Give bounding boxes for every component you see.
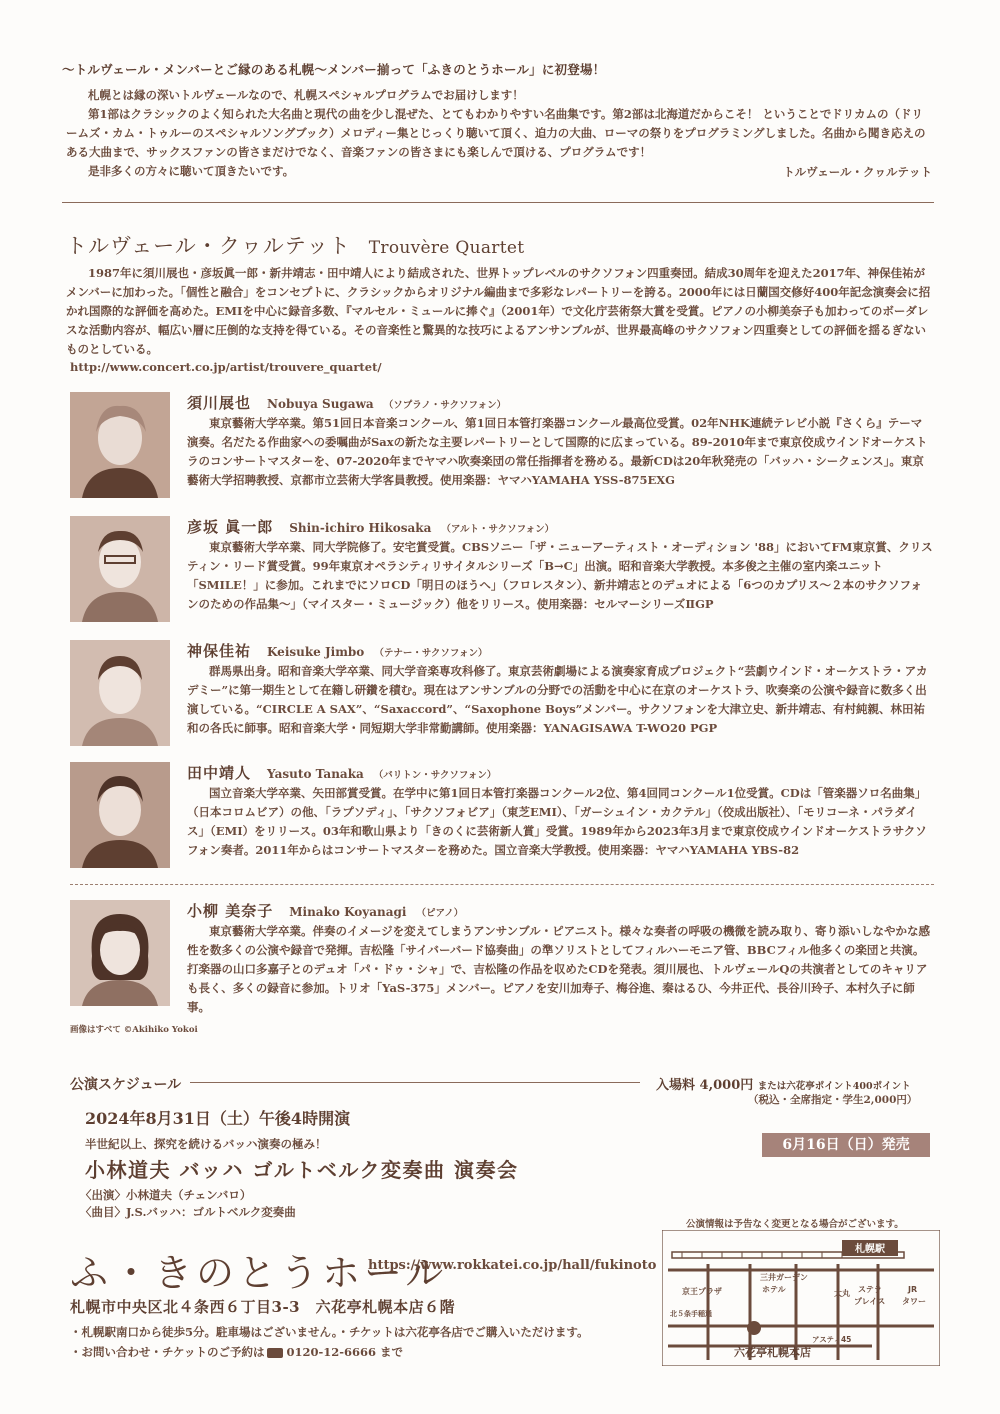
member-role: （ピアノ） <box>416 908 464 919</box>
photo-credit: 画像はすべて ©Akihiko Yokoi <box>70 1025 198 1035</box>
divider <box>62 202 934 203</box>
intro-paragraph: 第1部はクラシックのよく知られた大名曲と現代の曲を少し混ぜた、とてもわかりやすい名曲集です。第2部は北海道だからこそ！ ということでドリカムの（ドリームズ・カム・トゥルーのスペシャルソングブック）メロディー集とじっくり聴いて頂く、迫力の大曲、ローマの祭りをプログラミングしました。名曲から聞き応えのある大曲まで、サックスファンの皆さまだけでなく、音楽ファンの皆さまにも楽しんで頂ける、プログラムです！ <box>66 107 926 159</box>
member-photo <box>70 762 170 868</box>
quartet-bio-text: 1987年に須川展也・彦坂眞一郎・新井靖志・田中靖人により結成された、世界トップレベルのサクソフォン四重奏団。結成30周年を迎えた2017年、神保佳祐がメンバーに加わった。「個性と融合」をコンセプトに、クラシックからオリジナル編曲まで多彩なレパートリーを誇る。2000年には日蘭国交修好400年記念演奏会に招かれ国際的な評価を高めた。EMIを中心に録音多数、『マルセル・ミュールに捧ぐ』（2001年）で文化庁芸術祭大賞を受賞。ピアノの小柳美奈子も加わってのボーダレスな活動内容が、幅広い層に圧倒的な支持を得ている。その音楽性と驚異的な技巧によるアンサンブルが、世界最高峰のサクソフォン四重奏としての評価を揺るぎないものとしている。 <box>66 266 931 356</box>
quartet-url[interactable]: http://www.concert.co.jp/artist/trouvere_quartet/ <box>70 360 382 374</box>
free-dial-icon <box>267 1348 283 1358</box>
member-heading <box>187 762 496 783</box>
quartet-title-jp: トルヴェール・クヮルテット <box>66 234 351 258</box>
map-station: 札幌駅 <box>855 1244 885 1255</box>
map-daimaru: 大丸 <box>834 1289 850 1298</box>
performer: 〈出演〉小林道夫（チェンバロ） <box>80 1188 252 1202</box>
concert-catchphrase: 半世紀以上、探究を続けるバッハ演奏の極み！ <box>85 1137 327 1151</box>
member-bio: 東京藝術大学卒業。伴奏のイメージを変えてしまうアンサンブル・ピアニスト。様々な奏者の呼吸の機微を読み取り、寄り添いしなやかな感性を数多くの公演や録音で発揮。吉松隆「サイバーバード協奏曲」の準ソリストとしてフィルハーモニア管、BBCフィル他多くの楽団と共演。打楽器の山口多嘉子とのデュオ「パ・ドゥ・シャ」で、吉松隆の作品を収めたCDを発表。須川展也、トルヴェールQの共演者としてのキャリアも長く、多くの録音に参加。トリオ「YaS-375」メンバー。ピアノを安川加寿子、梅谷進、秦はるひ、今井正代、長谷川玲子、本村久子に師事。 <box>187 924 931 1014</box>
member-name-en: Nobuya Sugawa <box>267 397 374 411</box>
member-heading <box>187 516 554 537</box>
hall-logo: ふ・きのとうホール <box>70 1251 448 1295</box>
member-photo <box>70 900 170 1006</box>
hall-url[interactable]: https://www.rokkatei.co.jp/hall/fukinoto <box>368 1258 657 1273</box>
quartet-title-en: Trouvère Quartet <box>368 238 525 258</box>
on-sale-badge: 6月16日（日）発売 <box>762 1133 930 1157</box>
member-role: （バリトン・サクソフォン） <box>373 770 497 781</box>
member-name: 神保佳祐 <box>187 642 252 660</box>
member-name: 田中靖人 <box>187 764 252 782</box>
venue-marker <box>747 1321 761 1335</box>
member-name: 小柳 美奈子 <box>187 902 274 920</box>
contact-prefix: ・お問い合わせ・チケットのご予約は <box>70 1345 265 1359</box>
map-keio: 京王プラザ <box>682 1287 722 1296</box>
member-name: 須川展也 <box>187 394 252 412</box>
ticket-price <box>656 1074 911 1093</box>
intro-paragraph: 是非多くの方々に聴いて頂きたいです。 <box>88 164 295 178</box>
member-heading <box>187 640 487 661</box>
map-mitsui-1: 三井ガーデン <box>760 1273 808 1282</box>
member-heading <box>187 392 506 413</box>
price-main: 入場料 4,000円 <box>656 1078 754 1093</box>
map-rokkatei: 六花亭札幌本店 <box>734 1346 811 1359</box>
member-bio: 東京藝術大学卒業、同大学院修了。安宅賞受賞。CBSソニー「ザ・ニューアーティスト・オーディション '88」においてFM東京賞、クリスティン・リード賞受賞。99年東京オペラシティリサイタルシリーズ「B→C」出演。昭和音楽大学教授。本多俊之主催の室内楽ユニット「SMILE！」に参加。これまでにソロCD「明日のほうへ」（フロレスタン）、新井靖志とのデュオによる「6つのカプリス〜２本のサクソフォンのための作品集〜」（マイスター・ミュージック）他をリリース。使用楽器：セルマーシリーズⅡGP <box>187 540 933 611</box>
map-aspia: アスティ45 <box>812 1335 852 1344</box>
member-name-en: Minako Koyanagi <box>289 905 407 919</box>
contact-info <box>70 1342 588 1362</box>
map-mitsui-2: ホテル <box>762 1285 786 1294</box>
map-stellar-2: プレイス <box>854 1297 886 1306</box>
map-jr-2: タワー <box>902 1297 926 1306</box>
hall-address: 札幌市中央区北４条西６丁目3-3 六花亭札幌本店６階 <box>70 1298 456 1316</box>
schedule-label: 公演スケジュール <box>70 1077 182 1093</box>
tel-number: 0120-12-6666 まで <box>286 1345 404 1359</box>
member-bio: 国立音楽大学卒業、矢田部賞受賞。在学中に第1回日本管打楽器コンクール2位、第4回同コンクール1位受賞。CDは「管楽器ソロ名曲集」（日本コロムビア）の他、「ラプソディ」、「サクソフォビア」（東芝EMI）、「ガーシュイン・カクテル」（佼成出版社）、「モリコーネ・パラダイス」（EMI）をリリース。03年和歌山県より「きのくに芸術新人賞」受賞。1989年から2023年3月まで東京佼成ウインドオーケストラサクソフォン奏者。2011年からはコンサートマスターを務めた。国立音楽大学教授。使用楽器：ヤマハYAMAHA YBS-82 <box>187 786 927 857</box>
divider <box>190 1082 640 1083</box>
price-alt: または六花亭ポイント400ポイント <box>757 1081 911 1092</box>
map-jr-1: JR <box>908 1285 918 1294</box>
member-name-en: Keisuke Jimbo <box>267 645 365 659</box>
quartet-title <box>66 230 524 260</box>
member-bio: 東京藝術大学卒業。第51回日本音楽コンクール、第1回日本管打楽器コンクール最高位受賞。02年NHK連続テレビ小説『さくら』テーマ演奏。名だたる作曲家への委嘱曲がSaxの新たな主要レパートリーとして国際的に広まっている。89-2010年まで東京佼成ウインドオーケストラのコンサートマスターを、07-2020年までヤマハ吹奏楽団の常任指揮者を務める。最新CDは20年秋発売の「バッハ・シークェンス」。東京藝術大学招聘教授、京都市立芸術大学客員教授。使用楽器：ヤマハYAMAHA YSS-875EXG <box>187 416 928 487</box>
member-role: （アルト・サクソフォン） <box>441 524 555 535</box>
program: 〈曲目〉J.S.バッハ：ゴルトベルク変奏曲 <box>80 1205 296 1219</box>
member-heading <box>187 900 463 921</box>
concert-date: 2024年8月31日（土）午後4時開演 <box>85 1109 351 1128</box>
member-name: 彦坂 眞一郎 <box>187 518 274 536</box>
concert-title: 小林道夫 バッハ ゴルトベルク変奏曲 演奏会 <box>85 1158 519 1182</box>
concert-details <box>80 1187 296 1221</box>
member-photo <box>70 392 170 498</box>
member-role: （ソプラノ・サクソフォン） <box>383 400 507 411</box>
intro-signature: トルヴェール・クヮルテット <box>783 165 932 179</box>
member-role: （テナー・サクソフォン） <box>374 648 488 659</box>
quartet-bio <box>66 264 932 359</box>
access-map <box>662 1230 940 1366</box>
member-bio: 群馬県出身。昭和音楽大学卒業、同大学音楽専攻科修了。東京芸術劇場による演奏家育成プロジェクト“芸劇ウインド・オーケストラ・アカデミー”に第一期生として在籍し研鑽を積む。現在はアンサンブルの分野での活動を中心に在京のオーケストラ、吹奏楽の公演や録音に数多く出演している。“CIRCLE A SAX”、“Saxaccord”、“Saxophone Boys”メンバー。サクソフォンを大津立史、新井靖志、有村純親、林田祐和の各氏に師事。昭和音楽大学・同短期大学非常勤講師。使用楽器：YANAGISAWA T-WO20 PGP <box>187 664 928 735</box>
member-name-en: Shin-ichiro Hikosaka <box>289 521 432 535</box>
divider <box>70 884 934 885</box>
map-note: 公演情報は予告なく変更となる場合がございます。 <box>686 1219 904 1230</box>
member-name-en: Yasuto Tanaka <box>267 767 364 781</box>
hall-info <box>70 1322 588 1362</box>
member-photo <box>70 640 170 746</box>
map-kita5: 北５条手稲通 <box>670 1310 712 1318</box>
price-note: （税込・全席指定・学生2,000円） <box>748 1094 918 1106</box>
member-photo <box>70 516 170 622</box>
access-info: ・札幌駅南口から徒歩5分。駐車場はございません。・チケットは六花亭各店でご購入いただけます。 <box>70 1325 589 1339</box>
intro-title: 〜トルヴェール・メンバーとご縁のある札幌〜メンバー揃って「ふきのとうホール」に初登場！ <box>62 62 606 77</box>
map-stellar-1: ステラ <box>858 1285 882 1294</box>
intro-paragraph: 札幌とは縁の深いトルヴェールなので、札幌スペシャルプログラムでお届けします！ <box>88 88 524 102</box>
